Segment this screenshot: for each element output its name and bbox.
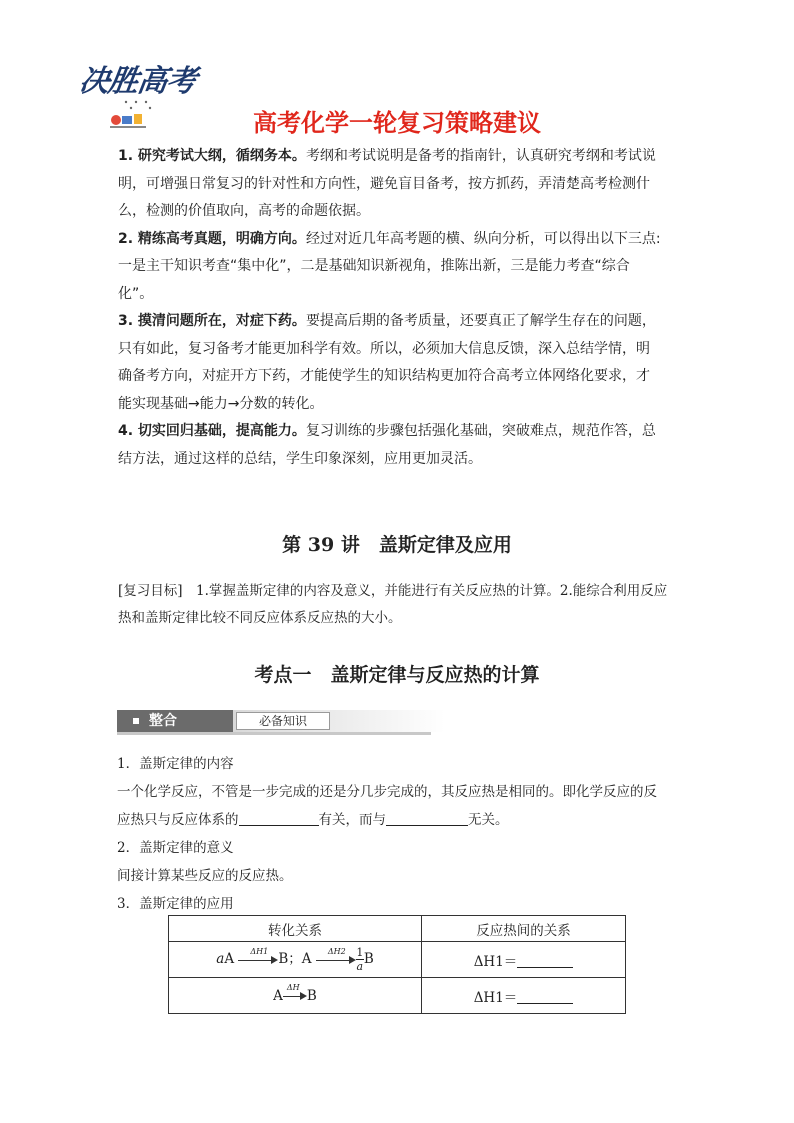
intro-line <box>118 281 684 309</box>
arrow-label-dh2: ΔH2 <box>327 946 346 956</box>
intro-line-text: 复习训练的步骤包括强化基础，突破难点，规范作答，总 <box>305 423 656 439</box>
review-goal <box>118 578 684 632</box>
species-B: B <box>363 951 374 967</box>
heading-1: 1．盖斯定律的内容 <box>117 756 234 772</box>
intro-line <box>118 226 684 254</box>
intro-line-text: 能实现基础→能力→分数的转化。 <box>118 395 324 412</box>
section-tag-shadow <box>117 732 431 735</box>
table-row <box>169 942 626 978</box>
table-row <box>169 978 626 1014</box>
section-tag-bar <box>117 710 431 734</box>
species-B-A: B；A <box>278 951 312 967</box>
heat-relation-cell-1 <box>422 942 626 978</box>
heat-relation-cell-2 <box>422 978 626 1014</box>
species-B-2: B <box>306 987 317 1004</box>
review-goal-line-1: [复习目标] 1.掌握盖斯定律的内容及意义，并能进行有关反应热的计算。2.能综合利用反应 <box>118 583 668 599</box>
intro-line <box>118 418 684 446</box>
paragraph-1b-mid: 有关，而与 <box>318 812 386 828</box>
intro-line <box>118 253 684 281</box>
logo-brand-text: 决胜高考 <box>77 64 198 99</box>
paragraph-1a: 一个化学反应，不管是一步完成的还是分几步完成的，其反应热是相同的。即化学反应的反 <box>117 784 657 800</box>
hess-relation-table <box>168 915 626 1014</box>
intro-line <box>118 143 684 171</box>
intro-line <box>118 336 684 364</box>
arrow-label-dh: ΔH <box>286 983 300 992</box>
intro-line <box>118 363 684 391</box>
heat-relation-label-1: ΔH1＝ <box>473 953 518 970</box>
square-bullet-icon <box>133 718 139 724</box>
fraction-numerator: 1 <box>356 946 364 959</box>
fill-blank-4[interactable] <box>517 989 573 1004</box>
intro-line-text: 考纲和考试说明是备考的指南针，认真研究考纲和考试说 <box>305 148 656 164</box>
intro-line <box>118 171 684 199</box>
intro-line-heading: 4. 切实回归基础，提高能力。 <box>118 423 306 439</box>
paragraph-1b <box>117 808 509 828</box>
conversion-cell-1 <box>169 942 422 978</box>
arrow-label-dh1: ΔH1 <box>250 946 269 956</box>
intro-line-text: 一是主干知识考查“集中化”，二是基础知识新视角，推陈出新，三是能力考查“综合 <box>118 258 630 274</box>
intro-line-text: 化”。 <box>118 285 154 302</box>
species-A: A <box>224 951 235 967</box>
main-title: 高考化学一轮复习策略建议 <box>253 109 541 137</box>
intro-line <box>118 391 684 419</box>
table-header-heat-relation: 反应热间的关系 <box>422 916 626 942</box>
intro-line-text: 确备考方向，对症开方下药，才能使学生的知识结构更加符合高考立体网络化要求，才 <box>118 368 650 384</box>
strategy-intro <box>118 143 684 473</box>
fraction-one-over-a <box>356 947 364 972</box>
intro-line <box>118 198 684 226</box>
intro-line <box>118 446 684 474</box>
coef-a: a <box>216 951 225 967</box>
reaction-arrow-icon <box>283 983 307 1003</box>
section-tag-label: 必备知识 <box>236 712 330 730</box>
conversion-cell-2 <box>169 978 422 1014</box>
fill-blank-1[interactable] <box>239 811 319 826</box>
section-tag-title: 整合 <box>149 713 177 729</box>
table-header-row <box>169 916 626 942</box>
species-A-2: A <box>273 987 283 1004</box>
intro-line <box>118 308 684 336</box>
intro-line-heading: 2. 精练高考真题，明确方向。 <box>118 230 306 247</box>
intro-line-text: 要提高后期的备考质量，还要真正了解学生存在的问题， <box>305 313 656 329</box>
table-header-conversion: 转化关系 <box>169 916 422 942</box>
intro-line-text: 经过对近几年高考题的横、纵向分析，可以得出以下三点: <box>305 230 661 247</box>
section-tag-dark <box>117 710 233 732</box>
heat-relation-label-2: ΔH1＝ <box>473 989 518 1006</box>
heading-3: 3．盖斯定律的应用 <box>117 896 234 912</box>
review-goal-line-2: 热和盖斯定律比较不同反应体系反应热的大小。 <box>118 610 402 626</box>
lecture-title: 第 39 讲 盖斯定律及应用 <box>282 534 512 556</box>
heading-2: 2．盖斯定律的意义 <box>117 840 234 856</box>
paragraph-1b-post: 无关。 <box>468 812 509 828</box>
intro-line-text: 明，可增强日常复习的针对性和方向性，避免盲目备考，按方抓药，弄清楚高考检测什 <box>118 175 650 192</box>
intro-line-text: 只有如此，复习备考才能更加科学有效。所以，必须加大信息反馈，深入总结学情，明 <box>118 340 650 357</box>
intro-line-heading: 1. 研究考试大纲，循纲务本。 <box>118 148 306 164</box>
reaction-arrow-icon <box>316 946 356 967</box>
fill-blank-2[interactable] <box>386 811 468 826</box>
intro-line-text: 么，检测的价值取向，高考的命题依据。 <box>118 203 370 219</box>
intro-line-heading: 3. 摸清问题所在，对症下药。 <box>118 313 306 329</box>
fill-blank-3[interactable] <box>517 953 573 968</box>
intro-line-text: 结方法，通过这样的总结，学生印象深刻，应用更加灵活。 <box>118 450 482 467</box>
reaction-arrow-icon <box>238 946 278 967</box>
paragraph-1b-pre: 应热只与反应体系的 <box>117 812 239 828</box>
paragraph-2: 间接计算某些反应的反应热。 <box>117 868 293 884</box>
topic-title: 考点一 盖斯定律与反应热的计算 <box>254 664 540 686</box>
fraction-denominator: a <box>356 960 364 973</box>
